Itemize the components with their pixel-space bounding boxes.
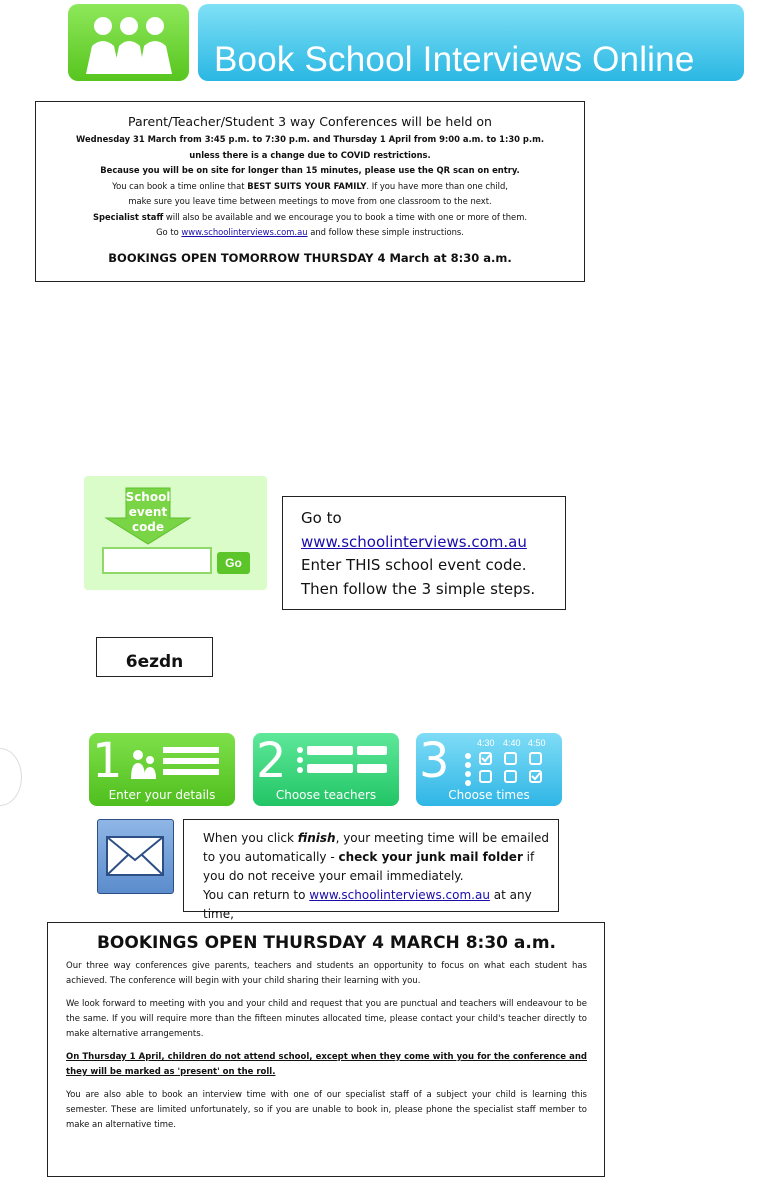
step-caption: Choose teachers bbox=[275, 788, 377, 802]
bookings-heading: BOOKINGS OPEN THURSDAY 4 MARCH 8:30 a.m. bbox=[96, 933, 557, 953]
finish-word: finish bbox=[297, 831, 336, 845]
bookings-paragraph-2: We look forward to meeting with you and your child and request that you are punctual and teachers will endeavour to be the same. If you will require more than the fifteen minutes allocated time, please contact your child's teacher directly to make alternative arrangements. bbox=[66, 999, 587, 1039]
notice-website-link[interactable]: www.schoolinterviews.com.au bbox=[181, 227, 308, 237]
step-3 bbox=[416, 733, 562, 806]
event-code-input[interactable] bbox=[102, 547, 212, 574]
step-caption: Choose times bbox=[448, 788, 530, 802]
time-label-1: 4:30 bbox=[477, 738, 495, 748]
logo bbox=[68, 4, 189, 81]
return-website-link[interactable]: www.schoolinterviews.com.au bbox=[309, 888, 490, 902]
teachers-list-icon bbox=[295, 741, 395, 783]
step-number: 2 bbox=[256, 733, 287, 789]
instructions-box bbox=[282, 496, 566, 610]
envelope-icon bbox=[97, 819, 174, 894]
page-edge-circle bbox=[0, 748, 22, 806]
notice-goto-line: Go to www.schoolinterviews.com.au and follow these simple instructions. bbox=[156, 227, 464, 237]
title-banner bbox=[198, 4, 744, 81]
enter-code-line: Enter THIS school event code. bbox=[301, 556, 527, 574]
people-icon bbox=[68, 4, 189, 81]
email-note: When you click finish, your meeting time will be emailed to you automatically - check your junk mail folder if you do not receive your email immediately. You can return to www.schoolinterviews.com.au at any time, bbox=[183, 819, 559, 912]
bookings-info-box bbox=[47, 922, 605, 1177]
notice-open-line: BOOKINGS OPEN TOMORROW THURSDAY 4 March at 8:30 a.m. bbox=[108, 250, 512, 265]
step-number: 1 bbox=[92, 733, 123, 789]
event-code-widget bbox=[84, 476, 267, 590]
conference-notice bbox=[35, 101, 585, 282]
time-label-3: 4:50 bbox=[528, 738, 546, 748]
time-label-2: 4:40 bbox=[503, 738, 521, 748]
step-number: 3 bbox=[419, 733, 450, 789]
bookings-paragraph-1: Our three way conferences give parents, teachers and students an opportunity to focus on what each student has achieved. The conference will begin with your child sharing their learning with you. bbox=[66, 961, 587, 986]
notice-dates-line2: unless there is a change due to COVID restrictions. bbox=[189, 149, 431, 160]
website-link[interactable]: www.schoolinterviews.com.au bbox=[301, 532, 527, 551]
step-caption: Enter your details bbox=[108, 788, 216, 802]
go-button[interactable]: Go bbox=[217, 552, 250, 574]
follow-steps-line: Then follow the 3 simple steps. bbox=[301, 579, 536, 598]
step-1 bbox=[89, 733, 235, 806]
school-event-code: 6ezdn bbox=[96, 637, 213, 677]
details-icon bbox=[129, 743, 229, 785]
step-2 bbox=[253, 733, 399, 806]
notice-specialist-line: Specialist staff will also be available and we encourage you to book a time with one or more of them. bbox=[92, 211, 528, 222]
notice-qr-line: Because you will be on site for longer than 15 minutes, please use the QR scan on entry. bbox=[100, 165, 520, 175]
notice-book-line: You can book a time online that BEST SUITS YOUR FAMILY. If you have more than one child, bbox=[112, 180, 508, 191]
times-grid-icon bbox=[462, 751, 558, 787]
notice-dates-line1: Wednesday 31 March from 3:45 p.m. to 7:30 p.m. and Thursday 1 April from 9:00 a.m. to 1:30 p.m. bbox=[76, 134, 544, 144]
bookings-paragraph-3: On Thursday 1 April, children do not attend school, except when they come with you for the conference and they will be marked as 'present' on the roll. bbox=[66, 1052, 587, 1077]
notice-heading: Parent/Teacher/Student 3 way Conferences will be held on bbox=[128, 114, 492, 129]
site-title: Book School Interviews Online bbox=[214, 40, 695, 79]
notice-leave-line: make sure you leave time between meetings to move from one classroom to the next. bbox=[128, 196, 492, 206]
goto-line: Go to bbox=[301, 509, 342, 527]
bookings-paragraph-4: You are also able to book an interview time with one of our specialist staff of a subject your child is learning this semester. These are limited unfortunately, so if you are unable to book in, please phone the specialist staff member to make an alternative time. bbox=[66, 1090, 587, 1130]
event-code-label: School event code bbox=[125, 490, 171, 534]
